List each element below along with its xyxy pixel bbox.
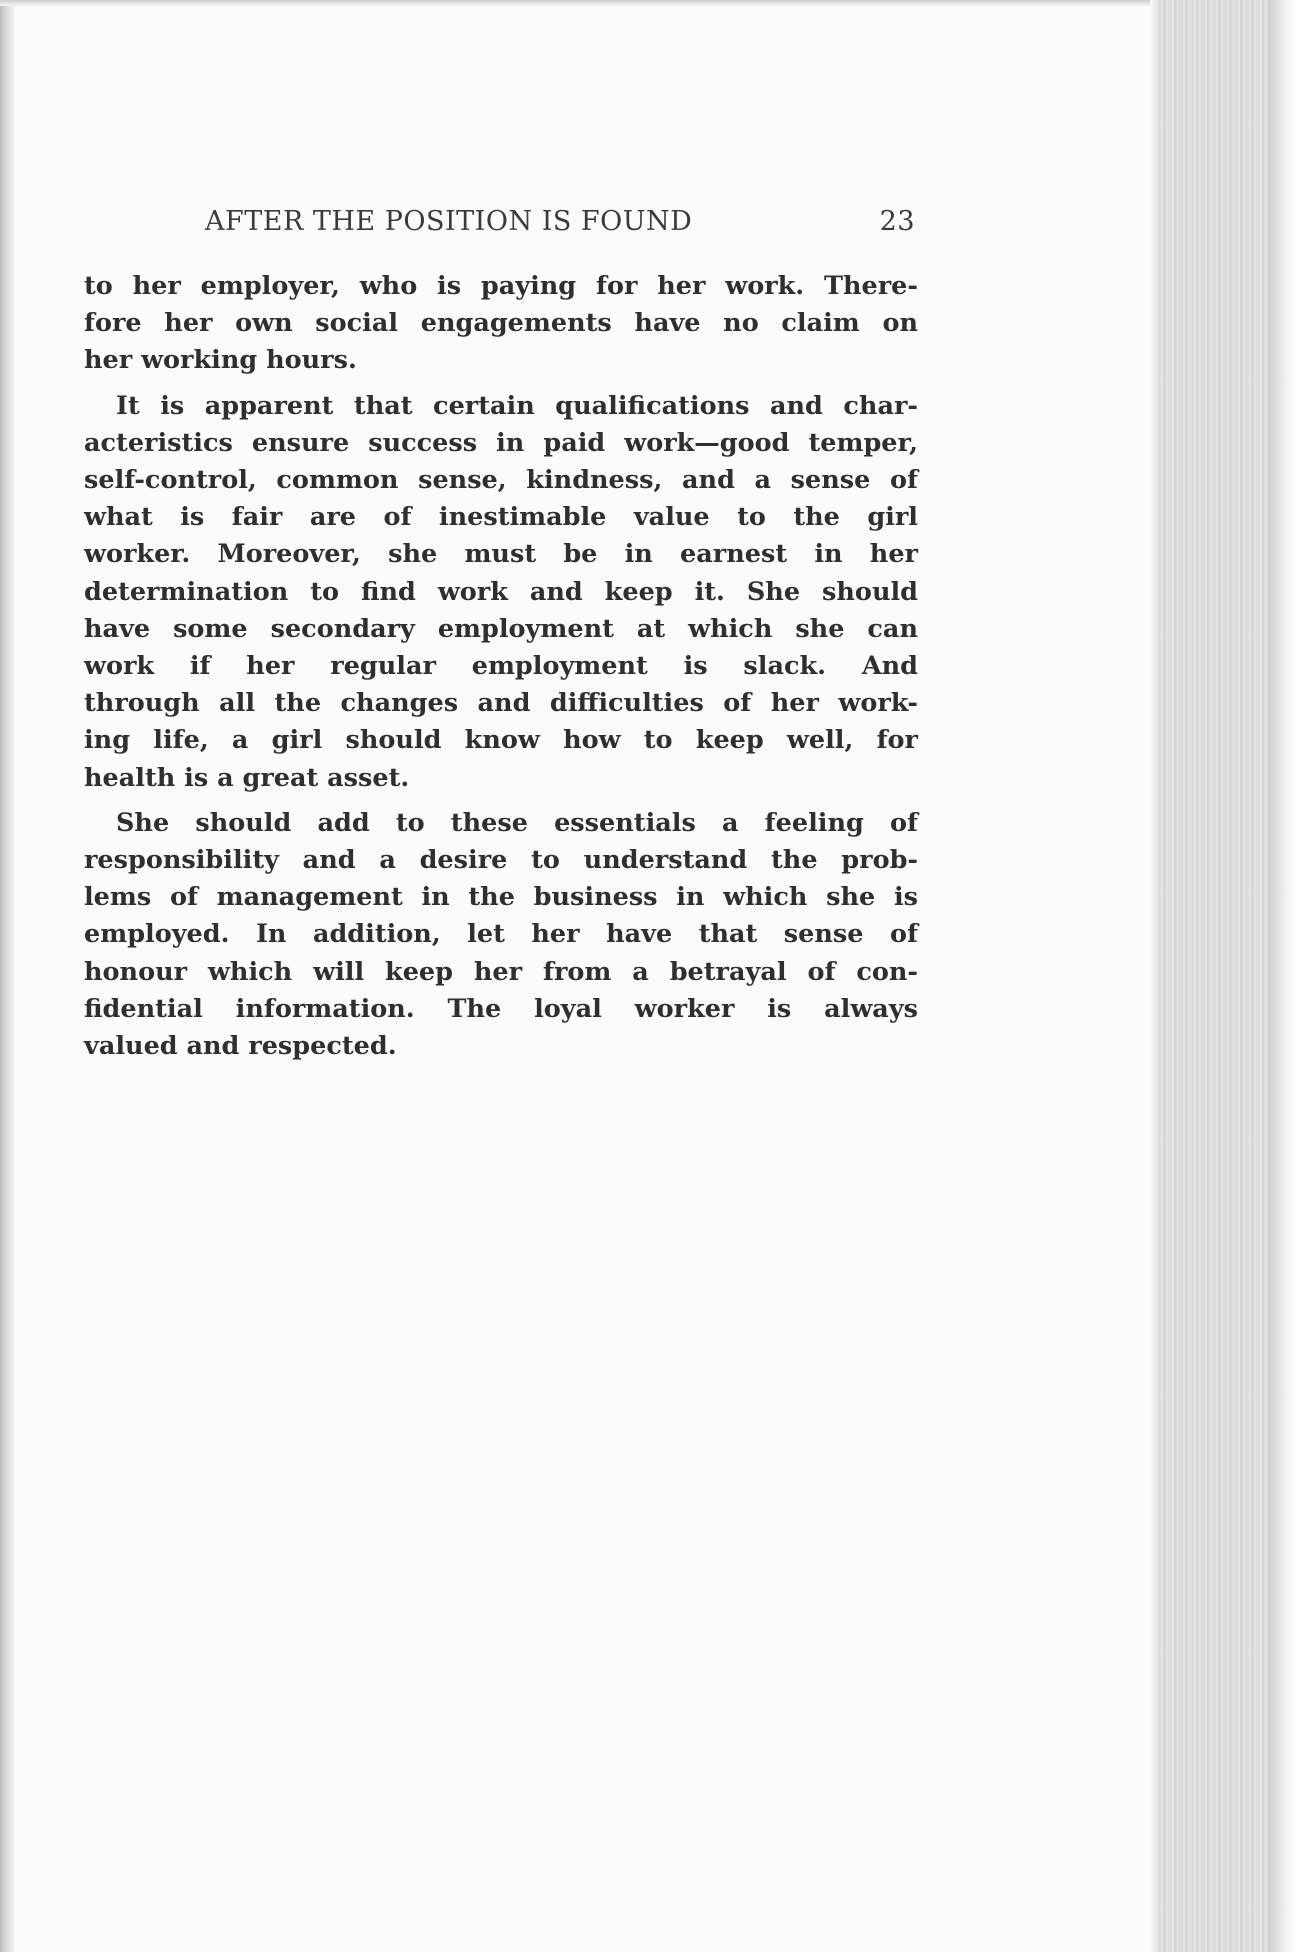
text-line: to her employer, who is paying for her work. There- — [84, 271, 918, 301]
page-top-edge — [0, 0, 1160, 6]
text-line: acteristics ensure success in paid work—good temper, — [84, 427, 918, 458]
text-line: It is apparent that certain qualifications and char- — [116, 390, 918, 421]
running-head-title: AFTER THE POSITION IS FOUND — [205, 206, 693, 237]
page-gutter-shadow — [0, 0, 14, 1952]
text-line: have some secondary employment at which she can — [84, 613, 918, 644]
text-line: She should add to these essentials a feeling of — [116, 807, 918, 838]
text-line: honour which will keep her from a betrayal of con- — [84, 956, 918, 987]
text-line: health is a great asset. — [84, 762, 410, 793]
page-number: 23 — [879, 206, 915, 237]
text-line: fore her own social engagements have no claim on — [84, 308, 918, 339]
text-line: through all the changes and difficulties of her work- — [84, 688, 918, 719]
book-fore-edge — [1268, 0, 1296, 1952]
text-line: responsibility and a desire to understand the prob- — [84, 845, 918, 876]
paragraph-2 — [84, 388, 918, 797]
text-line: fidential information. The loyal worker is always — [84, 993, 918, 1024]
paragraph-gap — [84, 797, 918, 805]
text-line: valued and respected. — [84, 1031, 397, 1062]
text-line: self-control, common sense, kindness, and a sense of — [84, 465, 918, 496]
paragraph-3 — [84, 805, 918, 1065]
text-line: what is fair are of inestimable value to the girl — [84, 502, 918, 533]
body-text — [84, 268, 918, 1065]
text-line: lems of management in the business in which she is — [84, 882, 918, 913]
text-line: determination to find work and keep it. She should — [84, 576, 918, 607]
text-line: employed. In addition, let her have that sense of — [84, 919, 918, 950]
text-line: work if her regular employment is slack. And — [84, 651, 918, 682]
paragraph-1 — [84, 268, 918, 380]
text-line: her working hours. — [84, 345, 357, 376]
text-line: worker. Moreover, she must be in earnest in her — [84, 539, 918, 570]
paragraph-gap — [84, 380, 918, 388]
running-head — [205, 206, 915, 246]
text-line: ing life, a girl should know how to keep well, for — [84, 725, 918, 756]
